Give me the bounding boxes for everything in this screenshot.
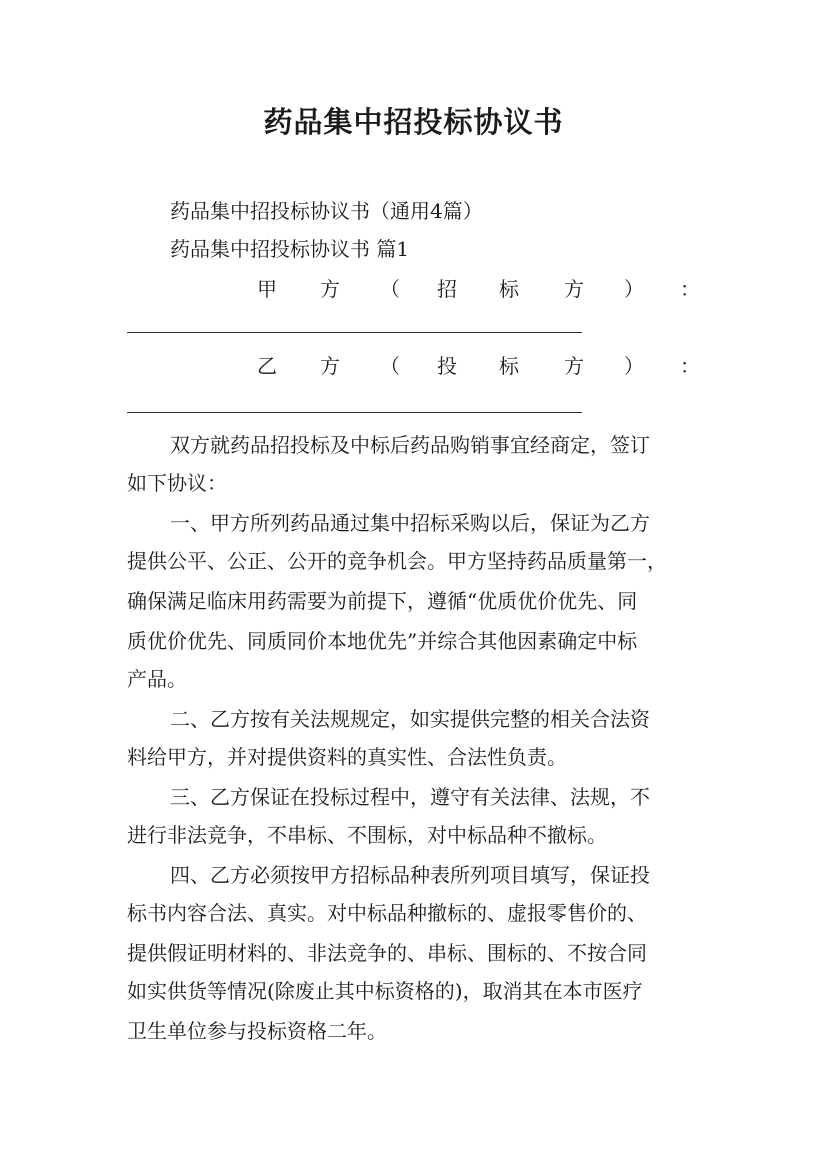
party-a-char: ： bbox=[680, 277, 700, 301]
clause-4-line: 如实供货等情况(除废止其中标资格的)，取消其在本市医疗 bbox=[127, 979, 643, 1003]
party-b-char: （ bbox=[380, 354, 400, 378]
document-subtitle: 药品集中招投标协议书（通用4篇） bbox=[170, 199, 483, 223]
party-a-char: 招 bbox=[437, 277, 457, 301]
clause-3-line: 三、乙方保证在投标过程中，遵守有关法律、法规，不 bbox=[170, 785, 650, 809]
party-a-char: （ bbox=[380, 277, 400, 301]
clause-4-line: 标书内容合法、真实。对中标品种撤标的、虚报零售价的、 bbox=[127, 901, 647, 925]
clause-4-line: 四、乙方必须按甲方招标品种表所列项目填写，保证投 bbox=[170, 863, 650, 887]
party-a-char: 标 bbox=[499, 277, 519, 301]
party-a-char: 方 bbox=[320, 277, 340, 301]
party-b-signature-line bbox=[127, 412, 582, 413]
clause-3-line: 进行非法竞争，不串标、不围标，对中标品种不撤标。 bbox=[127, 823, 607, 847]
party-b-char: 投 bbox=[437, 354, 457, 378]
paragraph-intro-line: 双方就药品招投标及中标后药品购销事宜经商定，签订 bbox=[170, 433, 650, 457]
clause-1-line: 一、甲方所列药品通过集中招标采购以后，保证为乙方 bbox=[170, 511, 650, 535]
document-title: 药品集中招投标协议书 bbox=[263, 105, 564, 139]
party-a-label bbox=[127, 270, 702, 308]
party-b-char: 乙 bbox=[257, 354, 277, 378]
clause-1-line: 质优价优先、同质同价本地优先”并综合其他因素确定中标 bbox=[127, 629, 638, 653]
party-b-block bbox=[127, 347, 702, 417]
party-a-signature-line bbox=[127, 332, 582, 333]
clause-2-line: 二、乙方按有关法规规定，如实提供完整的相关合法资 bbox=[170, 707, 650, 731]
party-b-label bbox=[127, 347, 702, 385]
party-a-char: 甲 bbox=[257, 277, 277, 301]
clause-2-line: 料给甲方，并对提供资料的真实性、合法性负责。 bbox=[127, 745, 567, 769]
clause-1-line: 确保满足临床用药需要为前提下，遵循“优质优价优先、同 bbox=[127, 589, 638, 613]
clause-4-line: 卫生单位参与投标资格二年。 bbox=[127, 1019, 387, 1043]
clause-4-line: 提供假证明材料的、非法竞争的、串标、围标的、不按合同 bbox=[127, 941, 647, 965]
party-a-char: ） bbox=[624, 277, 644, 301]
party-a-block bbox=[127, 270, 702, 340]
clause-1-line: 产品。 bbox=[127, 667, 187, 691]
party-b-char: ： bbox=[680, 354, 700, 378]
party-b-char: 方 bbox=[320, 354, 340, 378]
party-b-char: 标 bbox=[499, 354, 519, 378]
paragraph-intro-line: 如下协议： bbox=[127, 471, 227, 495]
clause-1-line: 提供公平、公正、公开的竞争机会。甲方坚持药品质量第一， bbox=[127, 549, 667, 573]
section-heading: 药品集中招投标协议书 篇1 bbox=[170, 237, 410, 261]
party-a-char: 方 bbox=[564, 277, 584, 301]
party-b-char: 方 bbox=[564, 354, 584, 378]
party-b-char: ） bbox=[624, 354, 644, 378]
